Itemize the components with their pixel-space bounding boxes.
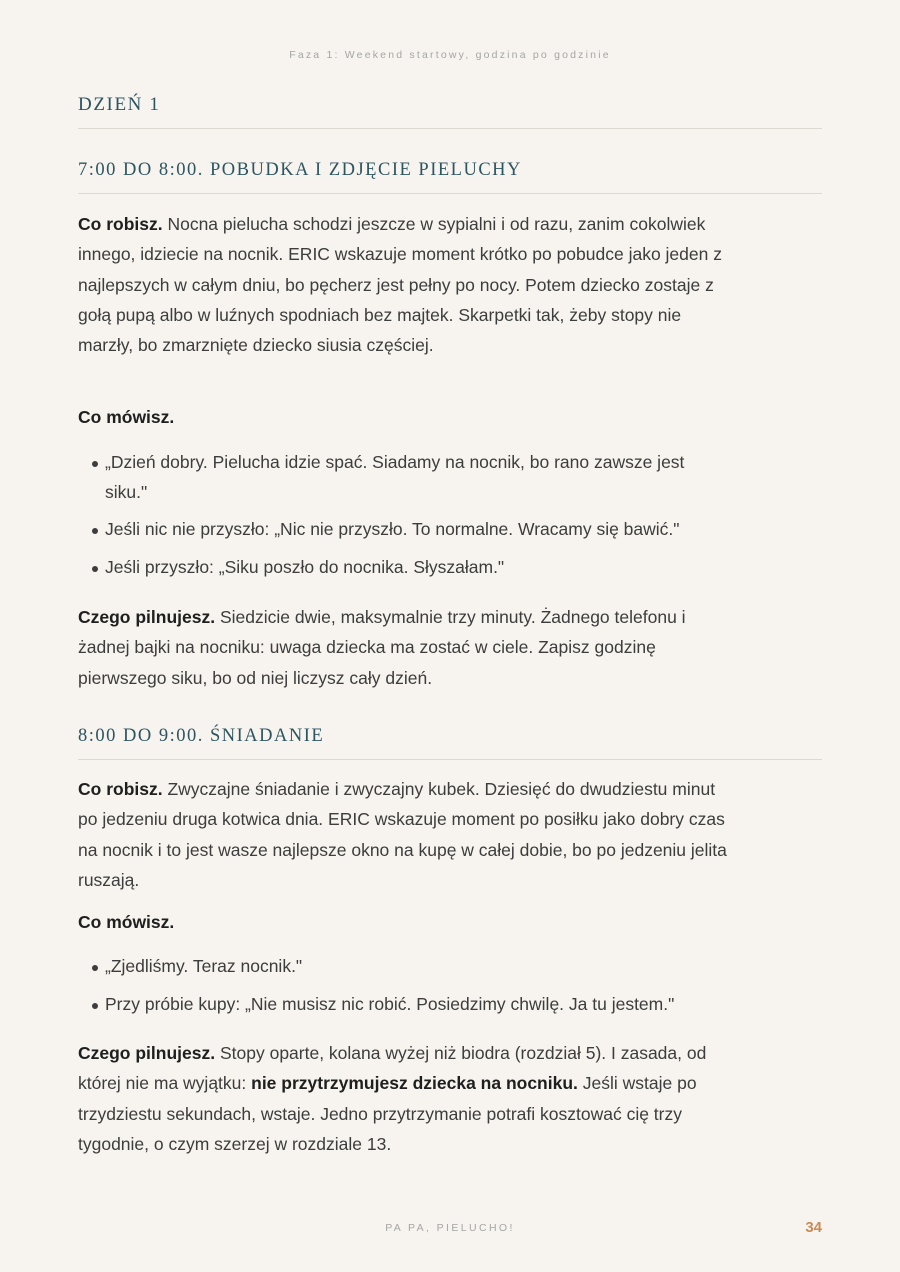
phrases-list <box>78 448 728 590</box>
list-item: Jeśli przyszło: „Siku poszło do nocnika. Słyszałam." <box>78 553 728 583</box>
what-you-watch-paragraph <box>78 602 728 693</box>
day-heading: DZIEŃ 1 <box>78 94 822 129</box>
footer-book-title: PA PA, PIELUCHO! <box>385 1222 515 1234</box>
what-you-do-text: Zwyczajne śniadanie i zwyczajny kubek. Dziesięć do dwudziestu minut po jedzeniu druga kotwica dnia. ERIC wskazuje moment po posiłku jako dobry czas na nocnik i to jest wasze najlepsze okno na kupę w całej dobie, bo po jedzeniu jelita ruszają. <box>78 779 727 890</box>
what-you-say-label: Co mówisz. <box>78 912 175 932</box>
what-you-watch-text-continued: Jeśli wstaje po trzydziestu sekundach, wstaje. Jedno przytrzymanie potrafi kosztować cię trzy tygodnie, o czym szerzej w rozdziale 13. <box>78 1073 697 1154</box>
what-you-do-paragraph <box>78 209 728 360</box>
page-number: 34 <box>805 1219 822 1236</box>
what-you-watch-text: Stopy oparte, kolana wyżej niż biodra (rozdział 5). I zasada, od której nie ma wyjątku: <box>78 1043 707 1094</box>
list-item: Przy próbie kupy: „Nie musisz nic robić. Posiedzimy chwilę. Ja tu jestem." <box>78 990 728 1020</box>
what-you-watch-label: Czego pilnujesz. <box>78 607 216 627</box>
what-you-say-label: Co mówisz. <box>78 407 175 427</box>
list-item: „Dzień dobry. Pielucha idzie spać. Siadamy na nocnik, bo rano zawsze jest siku." <box>78 448 728 507</box>
what-you-do-text: Nocna pielucha schodzi jeszcze w sypialni i od razu, zanim cokolwiek innego, idziecie na nocnik. ERIC wskazuje moment krótko po pobudce jako jeden z najlepszych w całym dniu, bo pęcherz jest pełny po nocy. Potem dziecko zostaje z gołą pupą albo w luźnych spodniach bez majtek. Skarpetki tak, żeby stopy nie marzły, bo zmarznięte dziecko siusia częściej. <box>78 214 722 356</box>
what-you-do-paragraph <box>78 774 728 895</box>
what-you-watch-text: Siedzicie dwie, maksymalnie trzy minuty. Żadnego telefonu i żadnej bajki na nocniku: uwaga dziecka ma zostać w ciele. Zapisz godzinę pierwszego siku, bo od niej liczysz cały dzień. <box>78 607 686 688</box>
what-you-watch-paragraph <box>78 1038 728 1159</box>
list-item: „Zjedliśmy. Teraz nocnik." <box>78 952 728 982</box>
what-you-do-label: Co robisz. <box>78 779 163 799</box>
phrases-list <box>78 952 728 1027</box>
what-you-watch-label: Czego pilnujesz. <box>78 1043 216 1063</box>
running-header: Faza 1: Weekend startowy, godzina po godzinie <box>289 49 611 61</box>
section-heading-wake-up: 7:00 DO 8:00. POBUDKA I ZDJĘCIE PIELUCHY <box>78 160 822 194</box>
list-item: Jeśli nic nie przyszło: „Nic nie przyszło. To normalne. Wracamy się bawić." <box>78 515 728 545</box>
what-you-do-label: Co robisz. <box>78 214 163 234</box>
rule-emphasis: nie przytrzymujesz dziecka na nocniku. <box>251 1073 578 1094</box>
section-heading-breakfast: 8:00 DO 9:00. ŚNIADANIE <box>78 726 822 760</box>
